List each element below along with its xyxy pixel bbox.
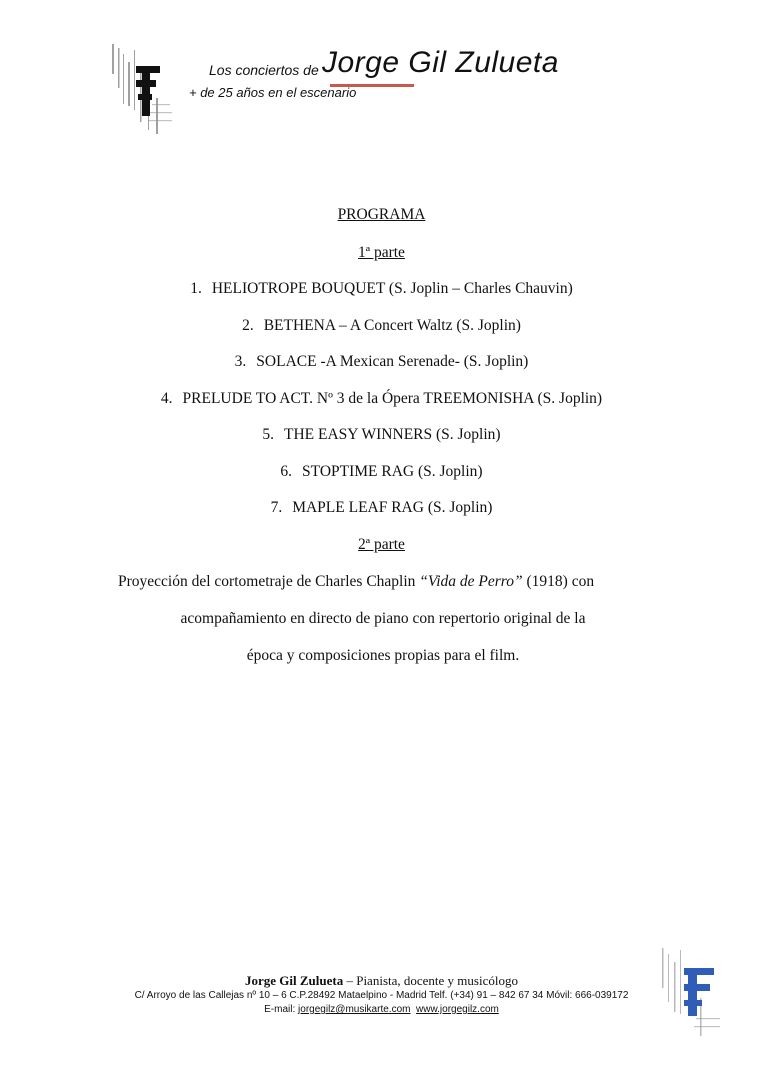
part1-label: 1ª parte	[358, 244, 405, 261]
item-number: 4.	[160, 390, 173, 407]
header-name: Jorge Gil Zulueta	[322, 46, 559, 79]
item-number: 3.	[234, 353, 247, 370]
program-item	[0, 463, 763, 481]
program-item	[0, 353, 763, 371]
footer-name: Jorge Gil Zulueta	[245, 973, 344, 988]
program-item	[0, 499, 763, 517]
program-item	[0, 280, 763, 298]
logo-icon	[652, 944, 726, 1040]
footer-signature	[0, 973, 763, 989]
footer-role: – Pianista, docente y musicólogo	[343, 973, 518, 988]
footer-contact	[0, 1004, 763, 1015]
item-text: SOLACE -A Mexican Serenade- (S. Joplin)	[256, 353, 529, 370]
email-label: E-mail:	[264, 1004, 299, 1015]
item-text: STOPTIME RAG (S. Joplin)	[302, 463, 483, 480]
logo-icon	[104, 42, 178, 138]
part2-description	[118, 563, 648, 674]
item-number: 6.	[280, 463, 293, 480]
header-pre-title: Los conciertos de	[209, 62, 319, 78]
part2-line-3: época y composiciones propias para el film.	[246, 647, 520, 664]
email-link[interactable]: jorgegilz@musikarte.com	[298, 1004, 411, 1015]
program-title: PROGRAMA	[337, 206, 426, 223]
item-number: 5.	[262, 426, 275, 443]
part2-label: 2ª parte	[358, 536, 405, 553]
item-text: BETHENA – A Concert Waltz (S. Joplin)	[263, 317, 521, 334]
item-number: 2.	[242, 317, 254, 334]
program-item	[0, 426, 763, 444]
item-text: HELIOTROPE BOUQUET (S. Joplin – Charles Chauvin)	[211, 280, 573, 297]
program-item	[0, 317, 763, 335]
item-number: 7.	[270, 499, 283, 516]
program-item	[0, 390, 763, 408]
item-number: 1.	[190, 280, 202, 297]
item-text: THE EASY WINNERS (S. Joplin)	[284, 426, 501, 443]
item-text: PRELUDE TO ACT. Nº 3 de la Ópera TREEMONISHA (S. Joplin)	[182, 390, 603, 407]
item-text: MAPLE LEAF RAG (S. Joplin)	[292, 499, 493, 516]
header-subtitle: + de 25 años en el escenario	[189, 85, 357, 100]
part2-line-2: acompañamiento en directo de piano con repertorio original de la	[180, 610, 586, 627]
part2-line-1: Proyección del cortometraje de Charles Chaplin “Vida de Perro” (1918) con	[118, 573, 595, 590]
footer-address: C/ Arroyo de las Callejas nº 10 – 6 C.P.28492 Mataelpino - Madrid Telf. (+34) 91 – 842 67 34 Móvil: 666-039172	[134, 990, 629, 1001]
website-link[interactable]: www.jorgegilz.com	[416, 1004, 499, 1015]
film-title: “Vida de Perro”	[419, 573, 523, 590]
